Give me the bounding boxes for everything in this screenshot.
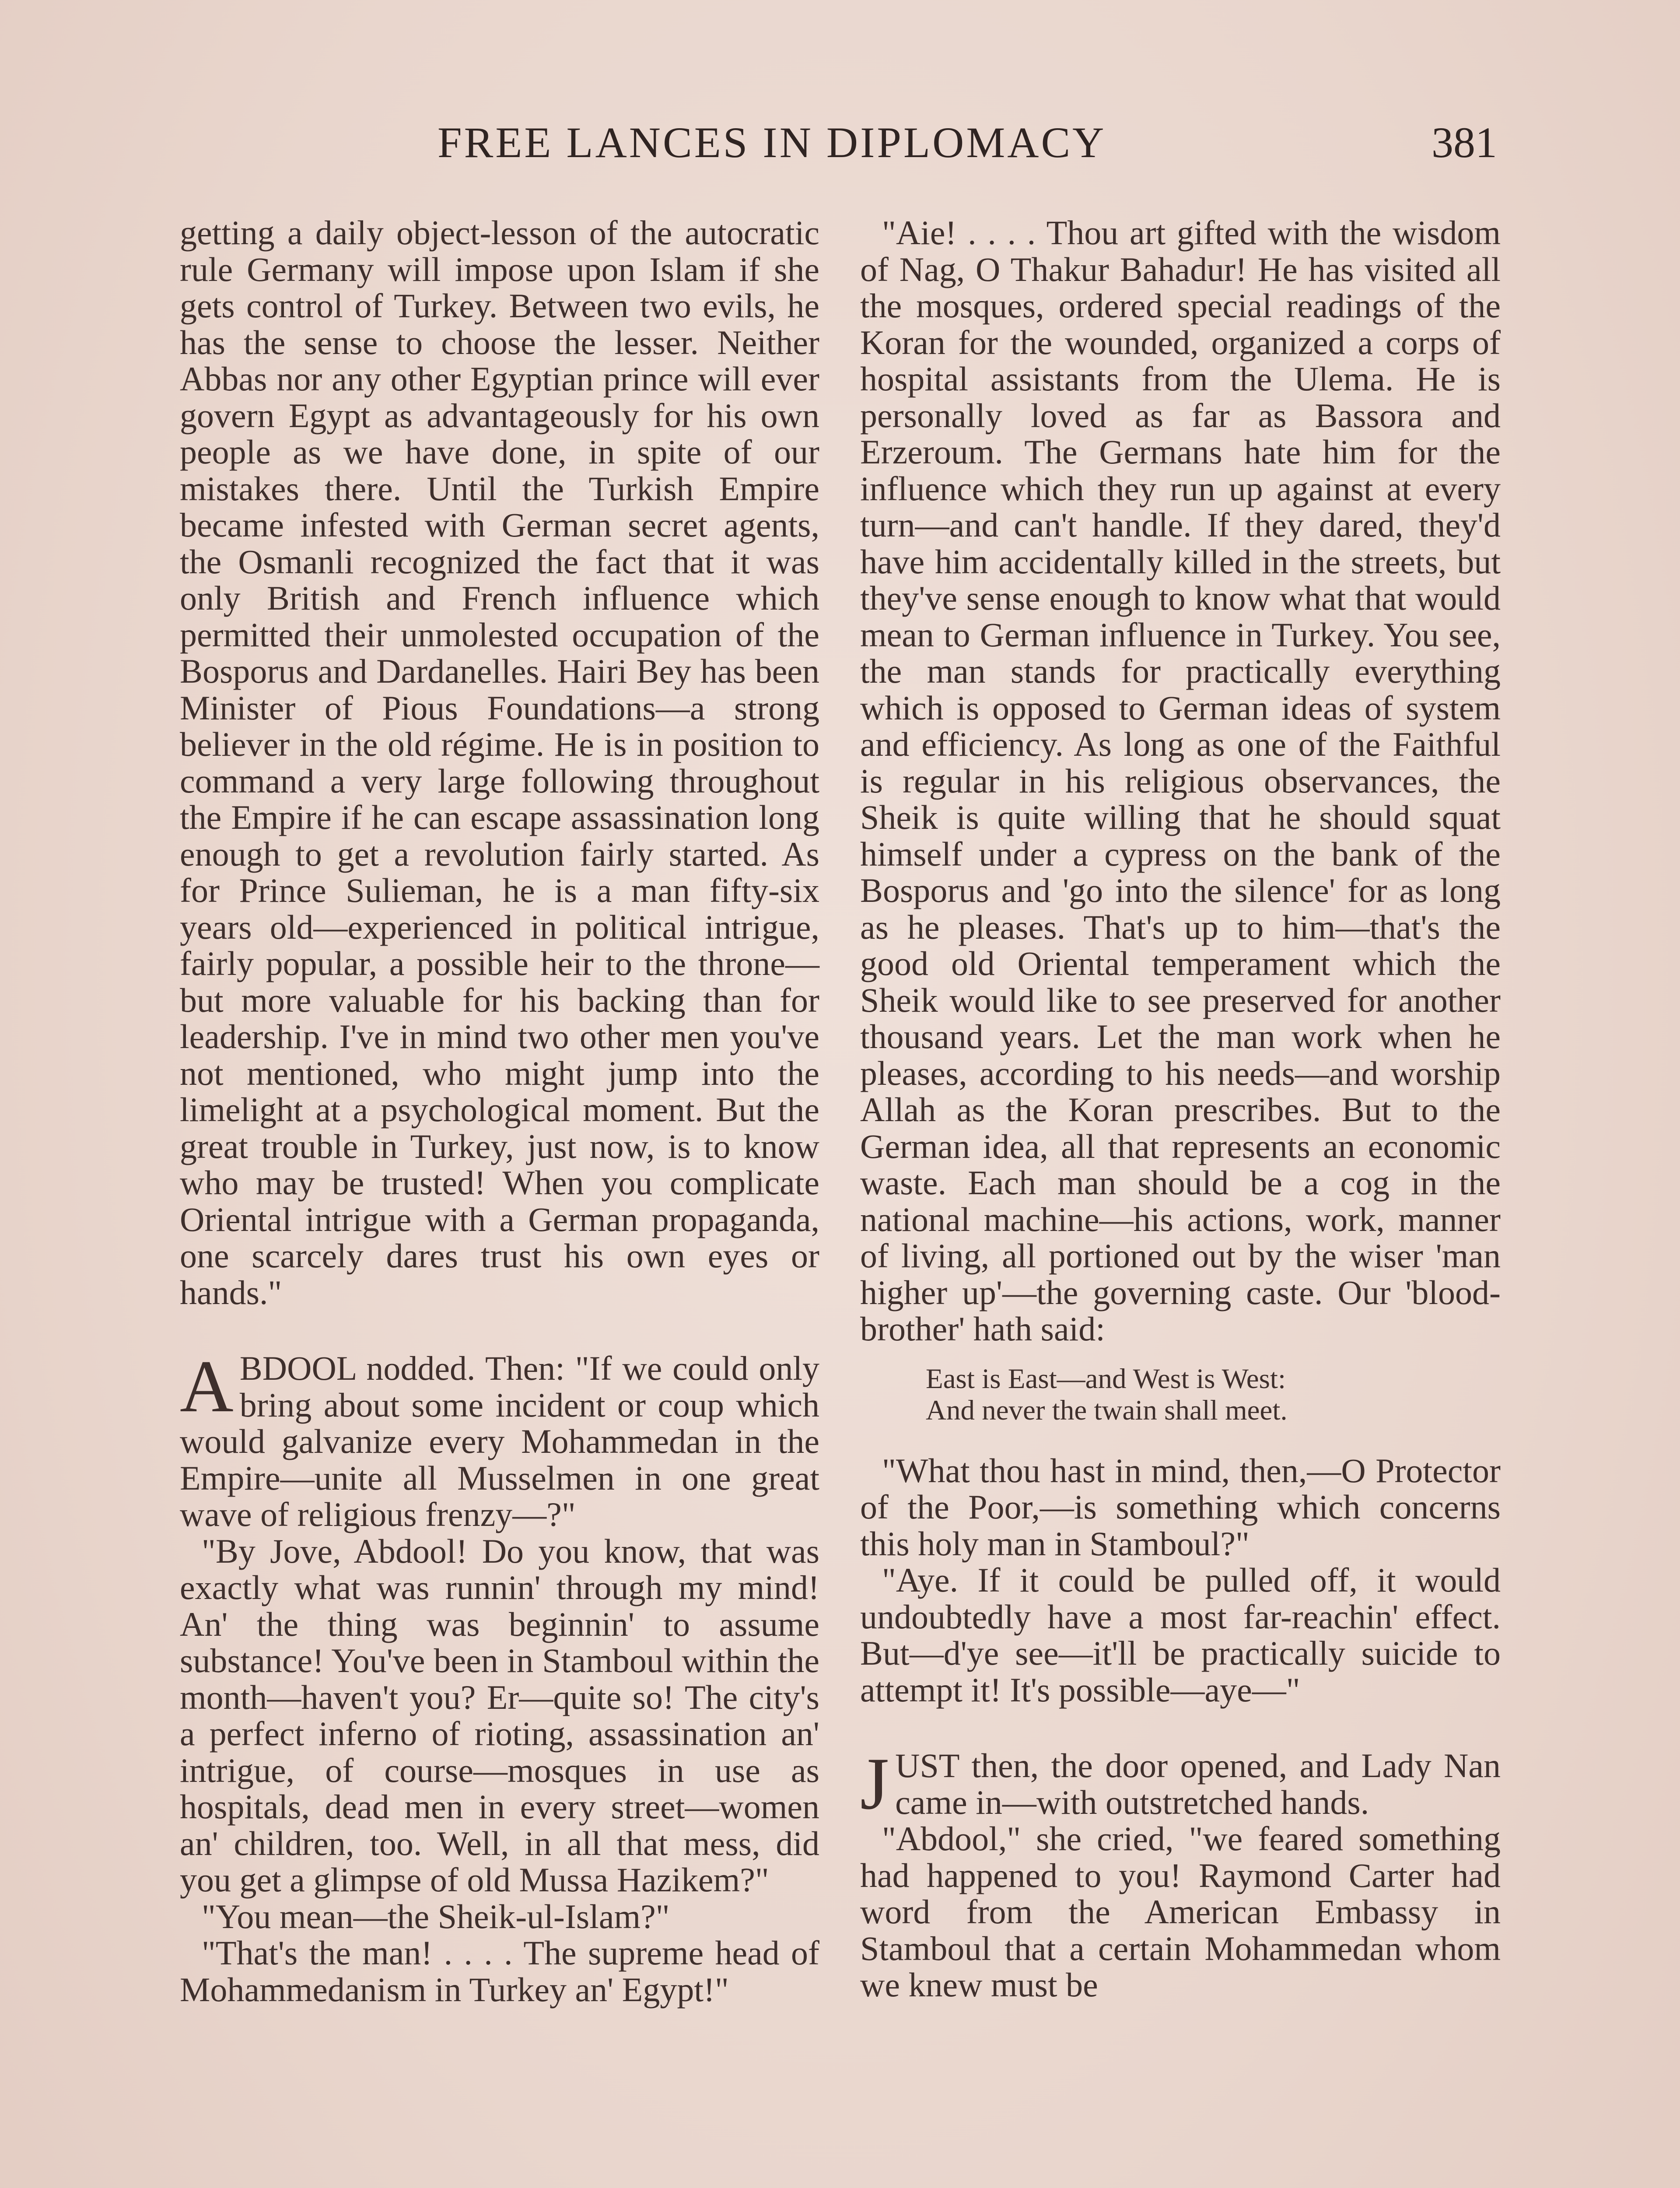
drop-cap: A (180, 1345, 234, 1427)
right-column (860, 214, 1501, 2003)
verse-quote (926, 1363, 1501, 1426)
verse-line: East is East—and West is West: (926, 1363, 1286, 1395)
paragraph: "Aye. If it could be pulled off, it would undoubtedly have a most far-reachin' effect. But—d'ye see—it'll be practically suicide to attempt it! It's possible—aye—" (860, 1561, 1501, 1709)
paragraph: "By Jove, Abdool! Do you know, that was exactly what was runnin' through my mind! An' the thing was beginnin' to assume substance! You've been in Stamboul within the month—haven't you? Er—quite so! The city's a perfect inferno of rioting, assassination an' intrigue, of course—mosques in use as hospitals, dead men in every street—women an' children, too. Well, in all that mess, did you get a glimpse of old Mussa Hazikem?" (180, 1532, 819, 1899)
section-break (180, 1311, 819, 1350)
verse-line: And never the twain shall meet. (926, 1394, 1288, 1426)
left-column (180, 214, 819, 2008)
section-break (860, 1426, 1501, 1452)
drop-cap: J (860, 1743, 889, 1825)
paragraph-text: BDOOL nodded. Then: "If we could only bring about some incident or coup which would galvanize every Mohammedan in the Empire—unite all Musselmen in one great wave of religious frenzy—?" (180, 1349, 819, 1533)
paragraph (180, 1345, 819, 1533)
paragraph (860, 1743, 1501, 1825)
paragraph: getting a daily object-lesson of the autocratic rule Germany will impose upon Islam if she gets control of Turkey. Between two evils, he has the sense to choose the lesser. Neither Abbas nor any other Egyptian prince will ever govern Egypt as advantageously for his own people as we have done, in spite of our mistakes there. Until the Turkish Empire became infested with German secret agents, the Osmanli recognized the fact that it was only British and French influence which permitted their unmolested occupation of the Bosporus and Dardanelles. Hairi Bey has been Minister of Pious Foundations—a strong believer in the old régime. He is in position to command a very large following throughout the Empire if he can escape assassination long enough to get a revolution fairly started. As for Prince Sulieman, he is a man fifty-six years old—experienced in political intrigue, fairly popular, a possible heir to the throne—but more valuable for his backing than for leadership. I've in mind two other men you've not mentioned, who might jump into the limelight at a psychological moment. But the great trouble in Turkey, just now, is to know who may be trusted! When you complicate Oriental intrigue with a German propaganda, one scarcely dares trust his own eyes or hands." (180, 214, 819, 1311)
page-number: 381 (1432, 118, 1497, 167)
paragraph-text: UST then, the door opened, and Lady Nan came in—with outstretched hands. (895, 1746, 1501, 1821)
running-title: FREE LANCES IN DIPLOMACY (438, 118, 1106, 167)
paragraph: "That's the man! . . . . The supreme head of Mohammedanism in Turkey an' Egypt!" (180, 1934, 819, 2009)
paragraph: "Aie! . . . . Thou art gifted with the wisdom of Nag, O Thakur Bahadur! He has visited all the mosques, ordered special readings of the Koran for the wounded, organized a corps of hospital assistants from the Ulema. He is personally loved as far as Bassora and Erzeroum. The Germans hate him for the influence which they run up against at every turn—and can't handle. If they dared, they'd have him accidentally killed in the streets, but they've sense enough to know what that would mean to German influence in Turkey. You see, the man stands for practically everything which is opposed to German ideas of system and efficiency. As long as one of the Faithful is regular in his religious observances, the Sheik is quite willing that he should squat himself under a cypress on the bank of the Bosporus and 'go into the silence' for as long as he pleases. That's up to him—that's the good old Oriental temperament which the Sheik would like to see preserved for another thousand years. Let the man work when he pleases, according to his needs—and worship Allah as the Koran prescribes. But to the German idea, all that represents an economic waste. Each man should be a cog in the national machine—his actions, work, manner of living, all portioned out by the wiser 'man higher up'—the governing caste. Our 'blood-brother' hath said: (860, 214, 1501, 1348)
paragraph: "Abdool," she cried, "we feared something had happened to you! Raymond Carter had word from the American Embassy in Stamboul that a certain Mohammedan whom we knew must be (860, 1820, 1501, 2004)
paragraph: "What thou hast in mind, then,—O Protector of the Poor,—is something which concerns this holy man in Stamboul?" (860, 1451, 1501, 1563)
paragraph: "You mean—the Sheik-ul-Islam?" (202, 1897, 670, 1936)
section-break (860, 1708, 1501, 1747)
